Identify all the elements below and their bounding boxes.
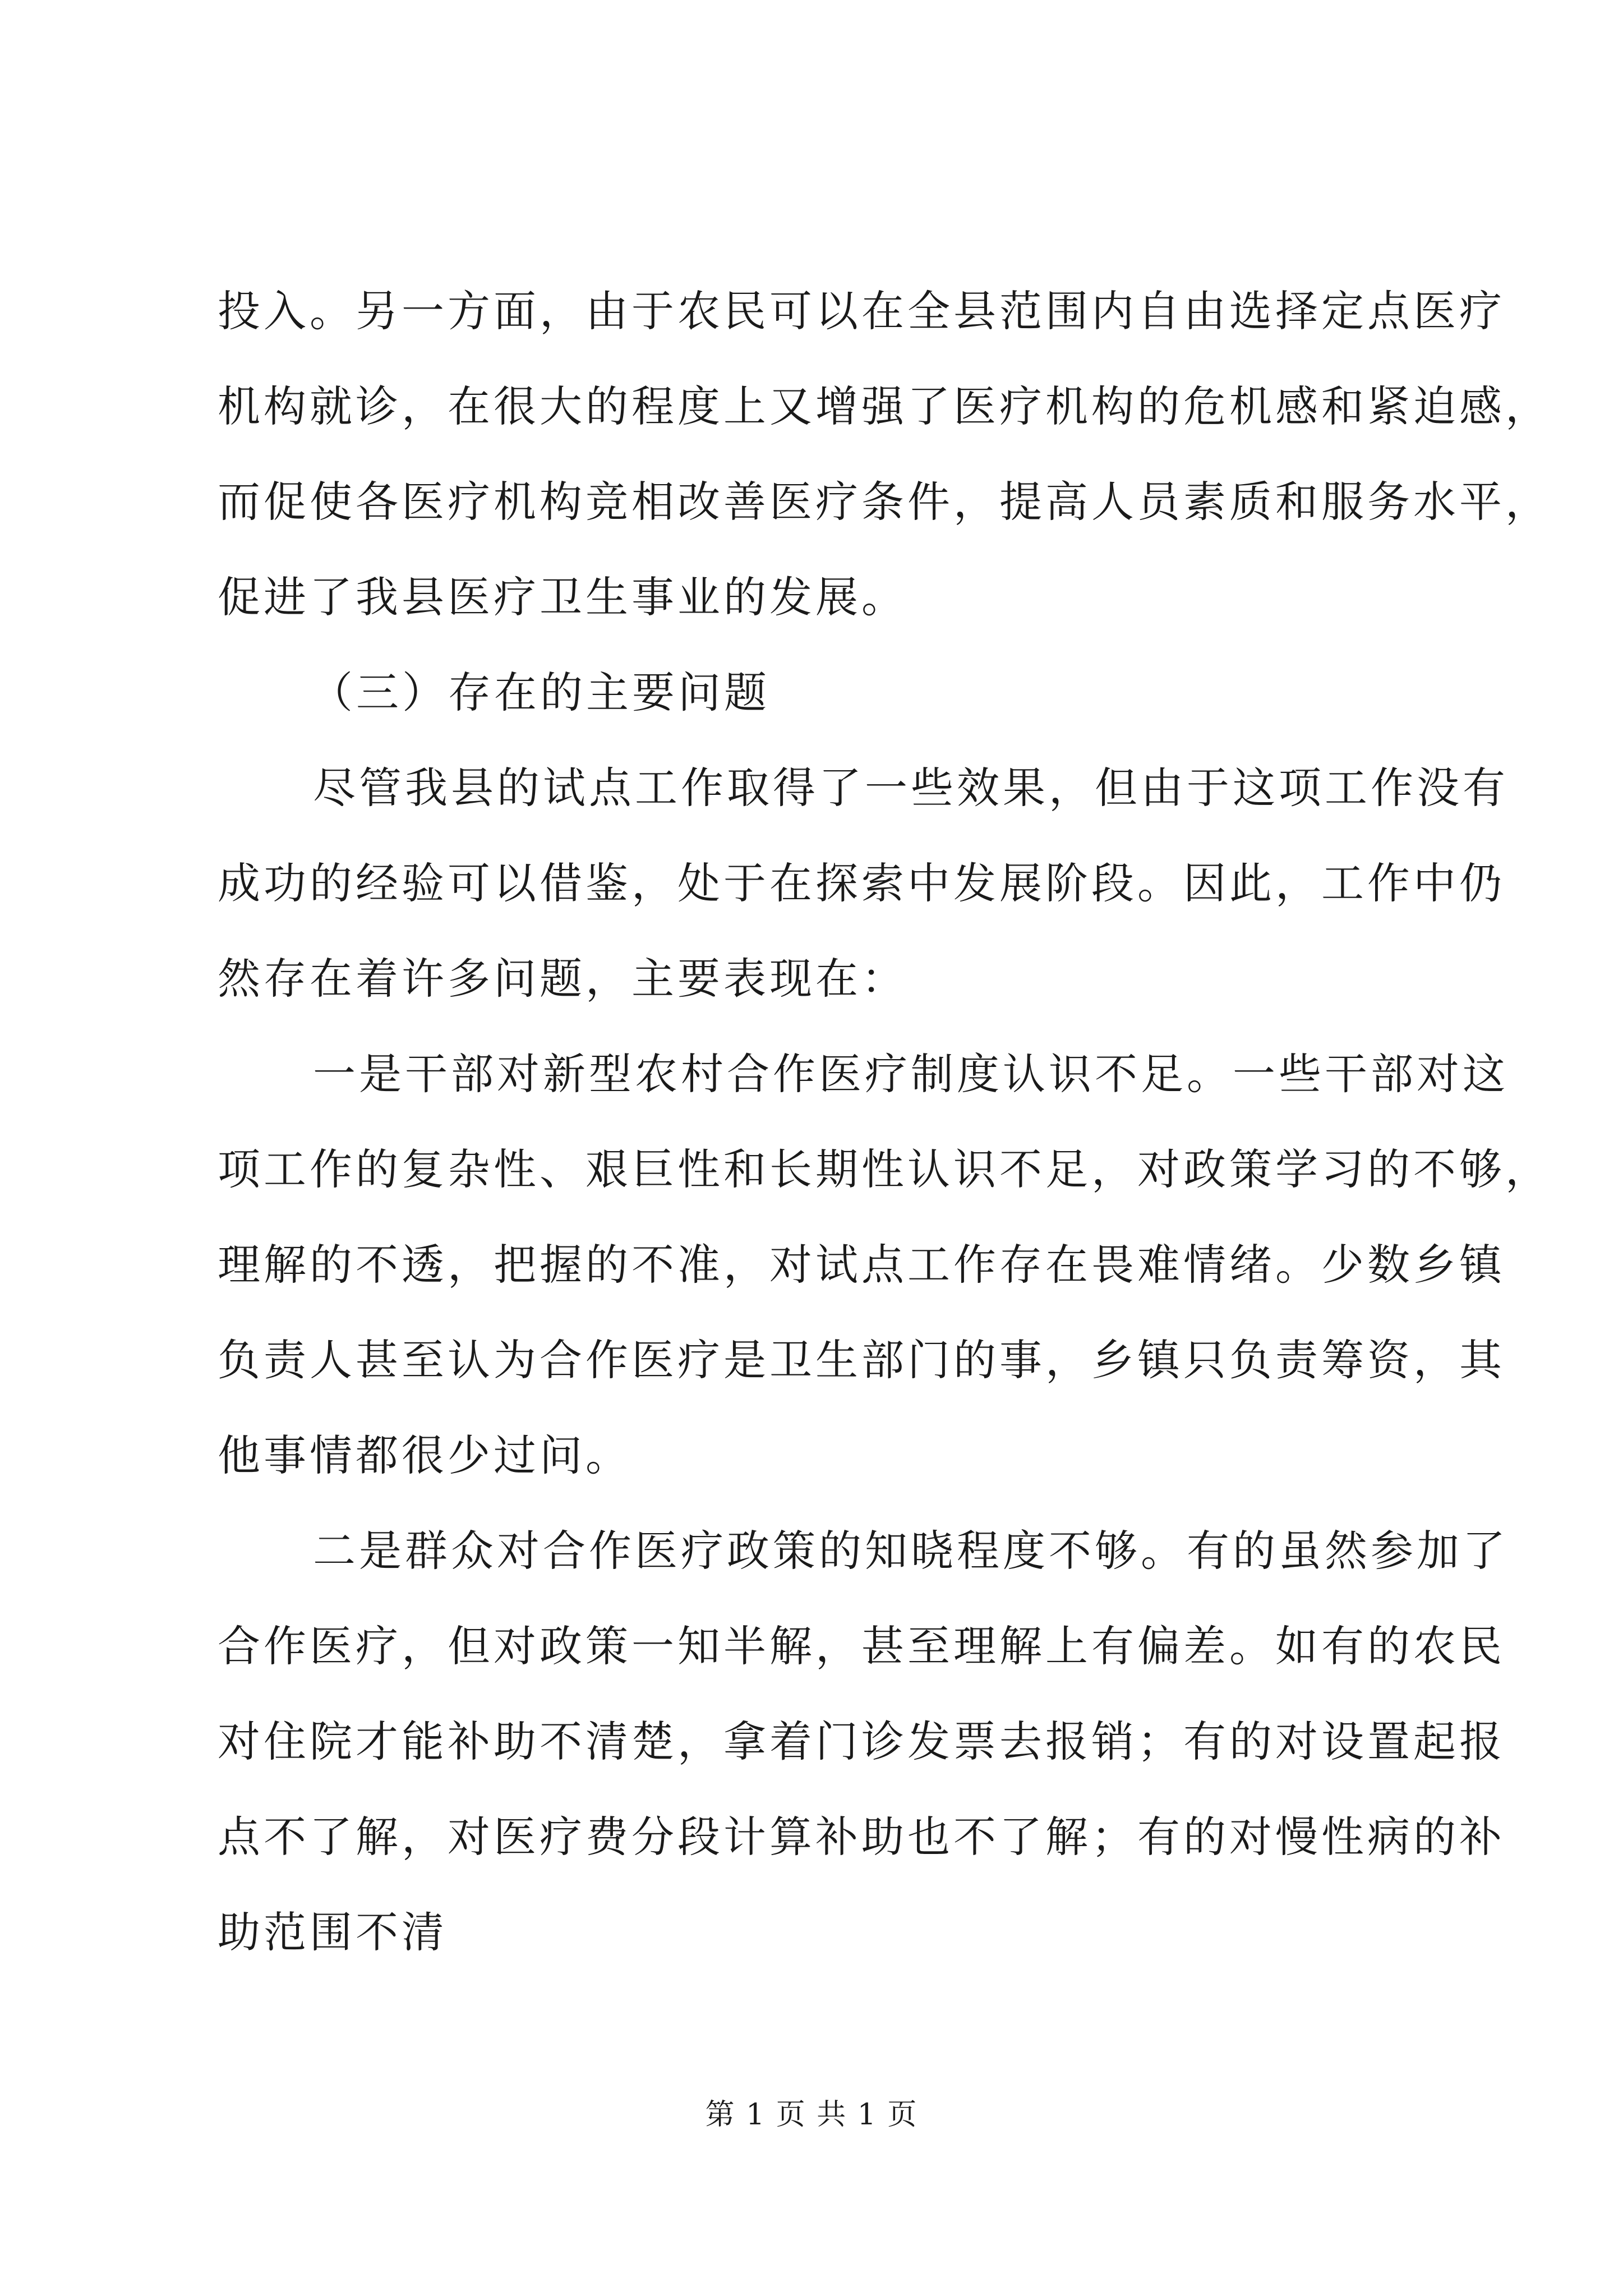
- paragraph-line: 对住院才能补助不清楚，拿着门诊发票去报销；有的对设置起报: [218, 1717, 1505, 1766]
- paragraph-line: 一是干部对新型农村合作医疗制度认识不足。一些干部对这: [313, 1049, 1509, 1099]
- paragraph-line: 负责人甚至认为合作医疗是卫生部门的事，乡镇只负责筹资，其: [218, 1335, 1505, 1385]
- paragraph-line: 成功的经验可以借鉴，处于在探索中发展阶段。因此，工作中仍: [218, 858, 1505, 908]
- paragraph-line: 而促使各医疗机构竞相改善医疗条件，提高人员素质和服务水平，: [218, 477, 1551, 527]
- paragraph-line: 尽管我县的试点工作取得了一些效果，但由于这项工作没有: [313, 763, 1509, 813]
- paragraph-line: 促进了我县医疗卫生事业的发展。: [218, 572, 907, 622]
- paragraph-line: 投入。另一方面，由于农民可以在全县范围内自由选择定点医疗: [218, 286, 1505, 336]
- paragraph-line: 点不了解，对医疗费分段计算补助也不了解；有的对慢性病的补: [218, 1812, 1505, 1862]
- section-heading: （三）存在的主要问题: [310, 668, 770, 717]
- paragraph-line: 理解的不透，把握的不准，对试点工作存在畏难情绪。少数乡镇: [218, 1240, 1505, 1290]
- paragraph-line: 项工作的复杂性、艰巨性和长期性认识不足，对政策学习的不够，: [218, 1144, 1551, 1194]
- page-number-footer: 第 1 页 共 1 页: [705, 2098, 918, 2132]
- paragraph-line: 助范围不清: [218, 1907, 448, 1957]
- document-body: [218, 264, 1551, 1980]
- paragraph-line: 合作医疗，但对政策一知半解，甚至理解上有偏差。如有的农民: [218, 1621, 1505, 1671]
- paragraph-line: 然存在着许多问题，主要表现在：: [218, 954, 907, 1004]
- paragraph-line: 机构就诊，在很大的程度上又增强了医疗机构的危机感和紧迫感，: [218, 381, 1551, 431]
- paragraph-line: 他事情都很少过问。: [218, 1430, 631, 1480]
- paragraph-line: 二是群众对合作医疗政策的知晓程度不够。有的虽然参加了: [313, 1526, 1509, 1576]
